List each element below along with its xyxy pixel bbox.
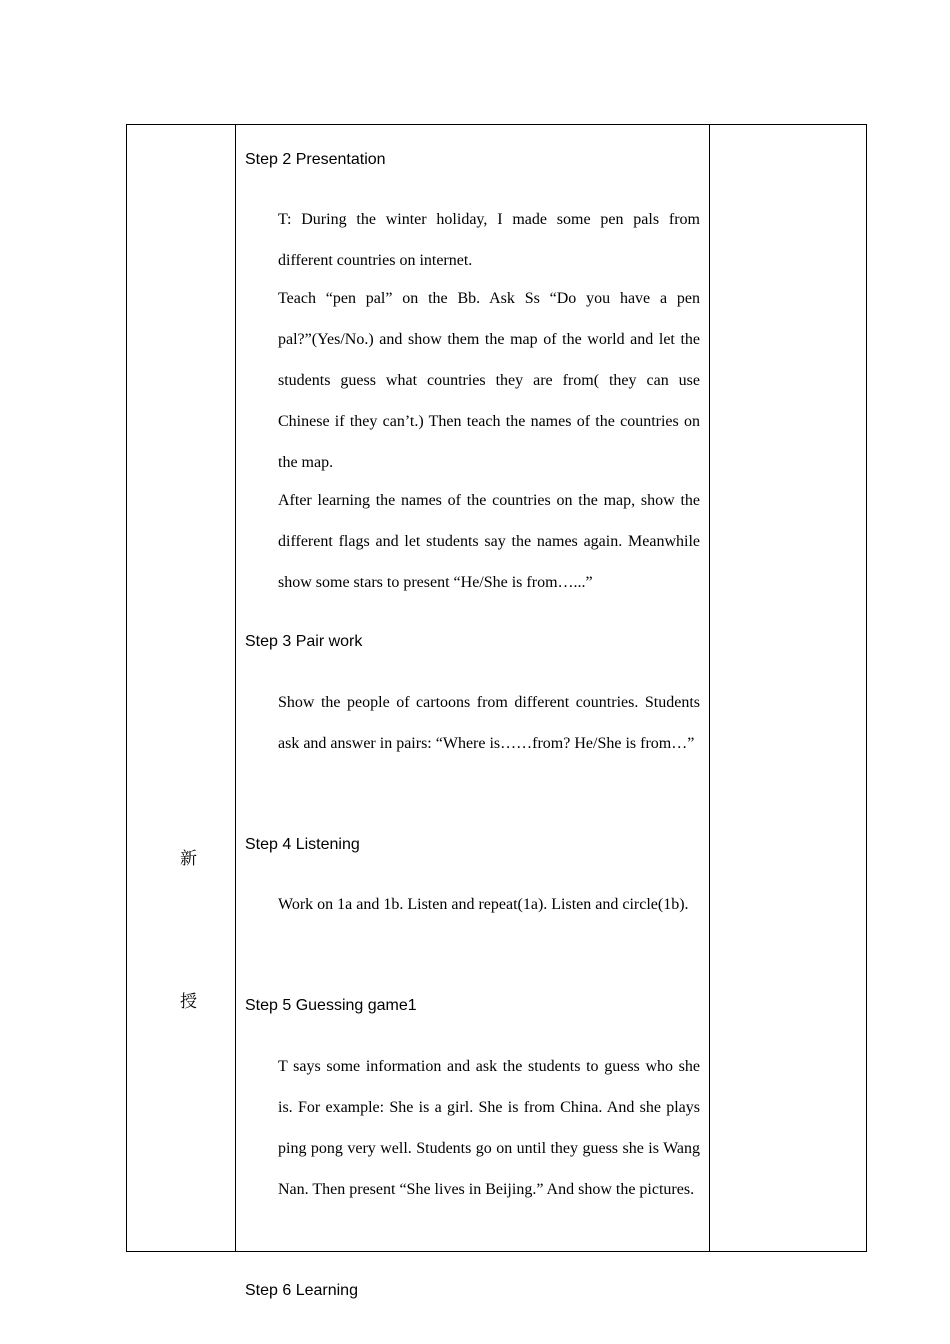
step-6-heading: Step 6 Learning [245,1282,358,1299]
step-4-paragraph-1: Work on 1a and 1b. Listen and repeat(1a). Listen and circle(1b). [278,896,689,913]
side-label-char-1: 新 [180,849,197,869]
step-5-heading: Step 5 Guessing game1 [245,997,417,1014]
column-divider-right [709,125,710,1251]
step-5-paragraph-1: T says some information and ask the students to guess who she is. For example: She is a girl. She is from China. And she plays ping pong very well. Students go on until they guess she is Wang Nan. Then present “She lives in Beijing.” And show the pictures. [278,1058,700,1198]
step-3-heading: Step 3 Pair work [245,633,363,650]
side-label-char-2: 授 [180,992,197,1012]
step-3-paragraph-1: Show the people of cartoons from different countries. Students ask and answer in pairs: “Where is……from? He/She is from…” [278,694,700,752]
step-2-paragraph-2: Teach “pen pal” on the Bb. Ask Ss “Do you have a pen pal?”(Yes/No.) and show them the map of the world and let the students guess what countries they are from( they can use Chinese if they can’t.) Then teach the names of the countries on the map. [278,290,700,471]
step-2-paragraph-3: After learning the names of the countries on the map, show the different flags and let students say the names again. Meanwhile show some stars to present “He/She is from…...” [278,492,700,591]
column-divider-left [235,125,236,1251]
step-2-heading: Step 2 Presentation [245,151,386,168]
step-4-heading: Step 4 Listening [245,836,360,853]
step-2-paragraph-1: T: During the winter holiday, I made some pen pals from different countries on internet. [278,211,700,269]
